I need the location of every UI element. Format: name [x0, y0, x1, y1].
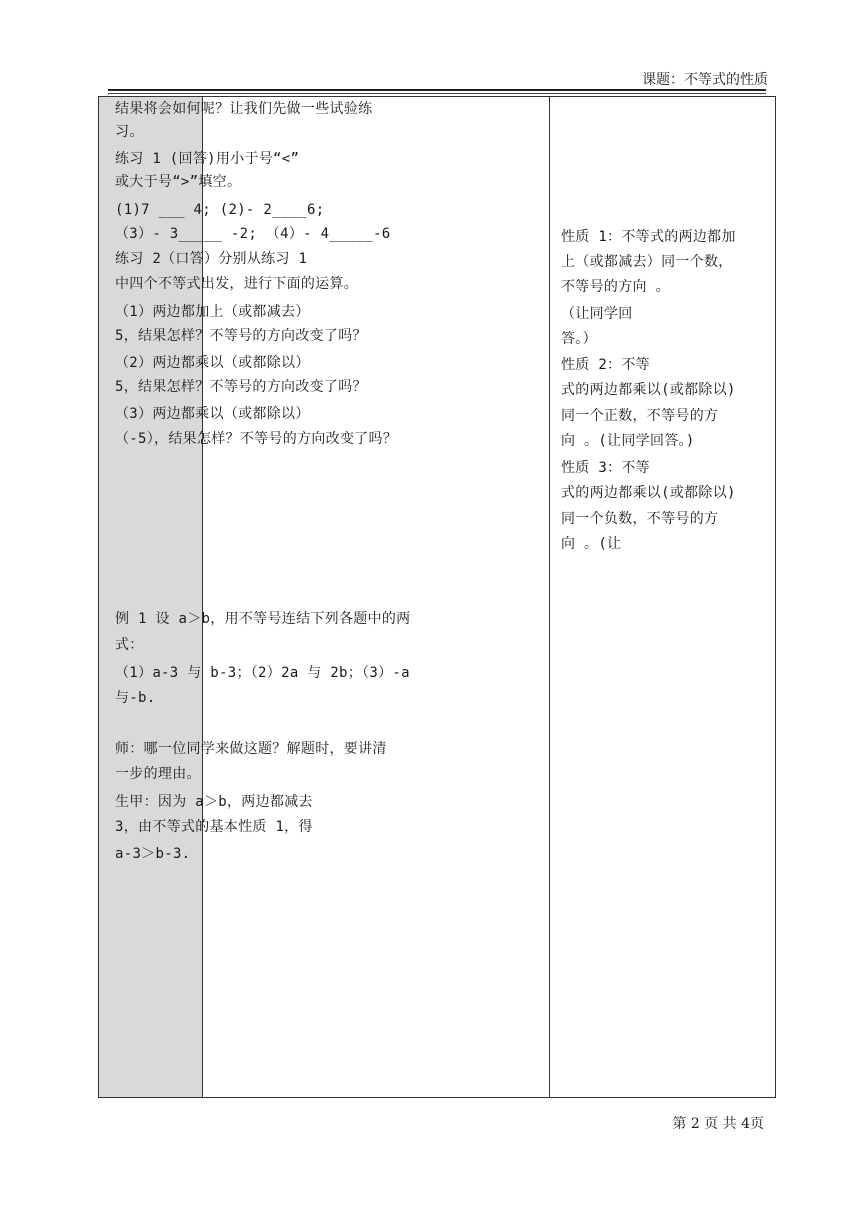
example-line: 例 1 设 a＞b，用不等号连结下列各题中的两: [115, 611, 411, 627]
example-line: 3，由不等式的基本性质 1，得: [115, 819, 313, 835]
mid-line: 习。: [115, 124, 144, 140]
mid-line: 练习 1 (回答)用小于号“<”: [115, 151, 300, 167]
mid-line: （-5），结果怎样？不等号的方向改变了吗？: [115, 431, 398, 447]
mid-line: 结果将会如何呢？让我们先做一些试验练: [115, 101, 373, 117]
mid-line: 5，结果怎样？不等号的方向改变了吗？: [115, 379, 367, 395]
right-line: 上（或都减去）同一个数，: [561, 254, 733, 270]
header-title: 课题：不等式的性质: [642, 72, 768, 88]
example-line: 式：: [115, 637, 144, 653]
mid-line: 练习 2（口答）分别从练习 1: [115, 251, 308, 267]
example-line: a-3＞b-3.: [115, 846, 191, 862]
right-line: （让同学回: [561, 306, 633, 322]
mid-line: 中四个不等式出发，进行下面的运算。: [115, 276, 359, 292]
mid-line: （1）两边都加上（或都减去）: [115, 304, 310, 320]
mid-line: （3）- 3_____ -2; （4）- 4_____-6: [115, 226, 391, 242]
header-rule-thin: [108, 93, 766, 94]
right-line: 不等号的方向 。: [561, 279, 670, 295]
example-line: 生甲：因为 a＞b，两边都减去: [115, 794, 313, 810]
right-line: 性质 1：不等式的两边都加: [561, 229, 736, 245]
header-rule: [108, 89, 766, 91]
example-line: 一步的理由。: [115, 766, 201, 782]
mid-line: (1)7 ___ 4; (2)- 2____6;: [115, 202, 325, 218]
right-line: 式的两边都乘以(或都除以): [561, 382, 736, 398]
right-line: 性质 2：不等: [561, 357, 650, 373]
mid-line: 5，结果怎样？不等号的方向改变了吗？: [115, 328, 367, 344]
mid-line: （3）两边都乘以（或都除以）: [115, 406, 310, 422]
right-line: 同一个正数，不等号的方: [561, 408, 719, 424]
right-line: 式的两边都乘以(或都除以): [561, 485, 736, 501]
example-line: 与-b.: [115, 690, 156, 706]
mid-line: 或大于号“>”填空。: [115, 174, 242, 190]
mid-line: （2）两边都乘以（或都除以）: [115, 355, 310, 371]
column-divider: [549, 97, 550, 1097]
page-number: 第 2 页 共 4页: [672, 1116, 764, 1132]
example-line: （1）a-3 与 b-3；（2）2a 与 2b；（3）-a: [115, 665, 410, 681]
left-column: [99, 97, 203, 1097]
right-line: 答。）: [561, 331, 597, 347]
right-line: 向 。(让同学回答。): [561, 433, 695, 449]
right-line: 同一个负数，不等号的方: [561, 511, 719, 527]
right-line: 性质 3：不等: [561, 460, 650, 476]
example-line: 师：哪一位同学来做这题？解题时，要讲清: [115, 741, 387, 757]
right-line: 向 。(让: [561, 536, 622, 552]
